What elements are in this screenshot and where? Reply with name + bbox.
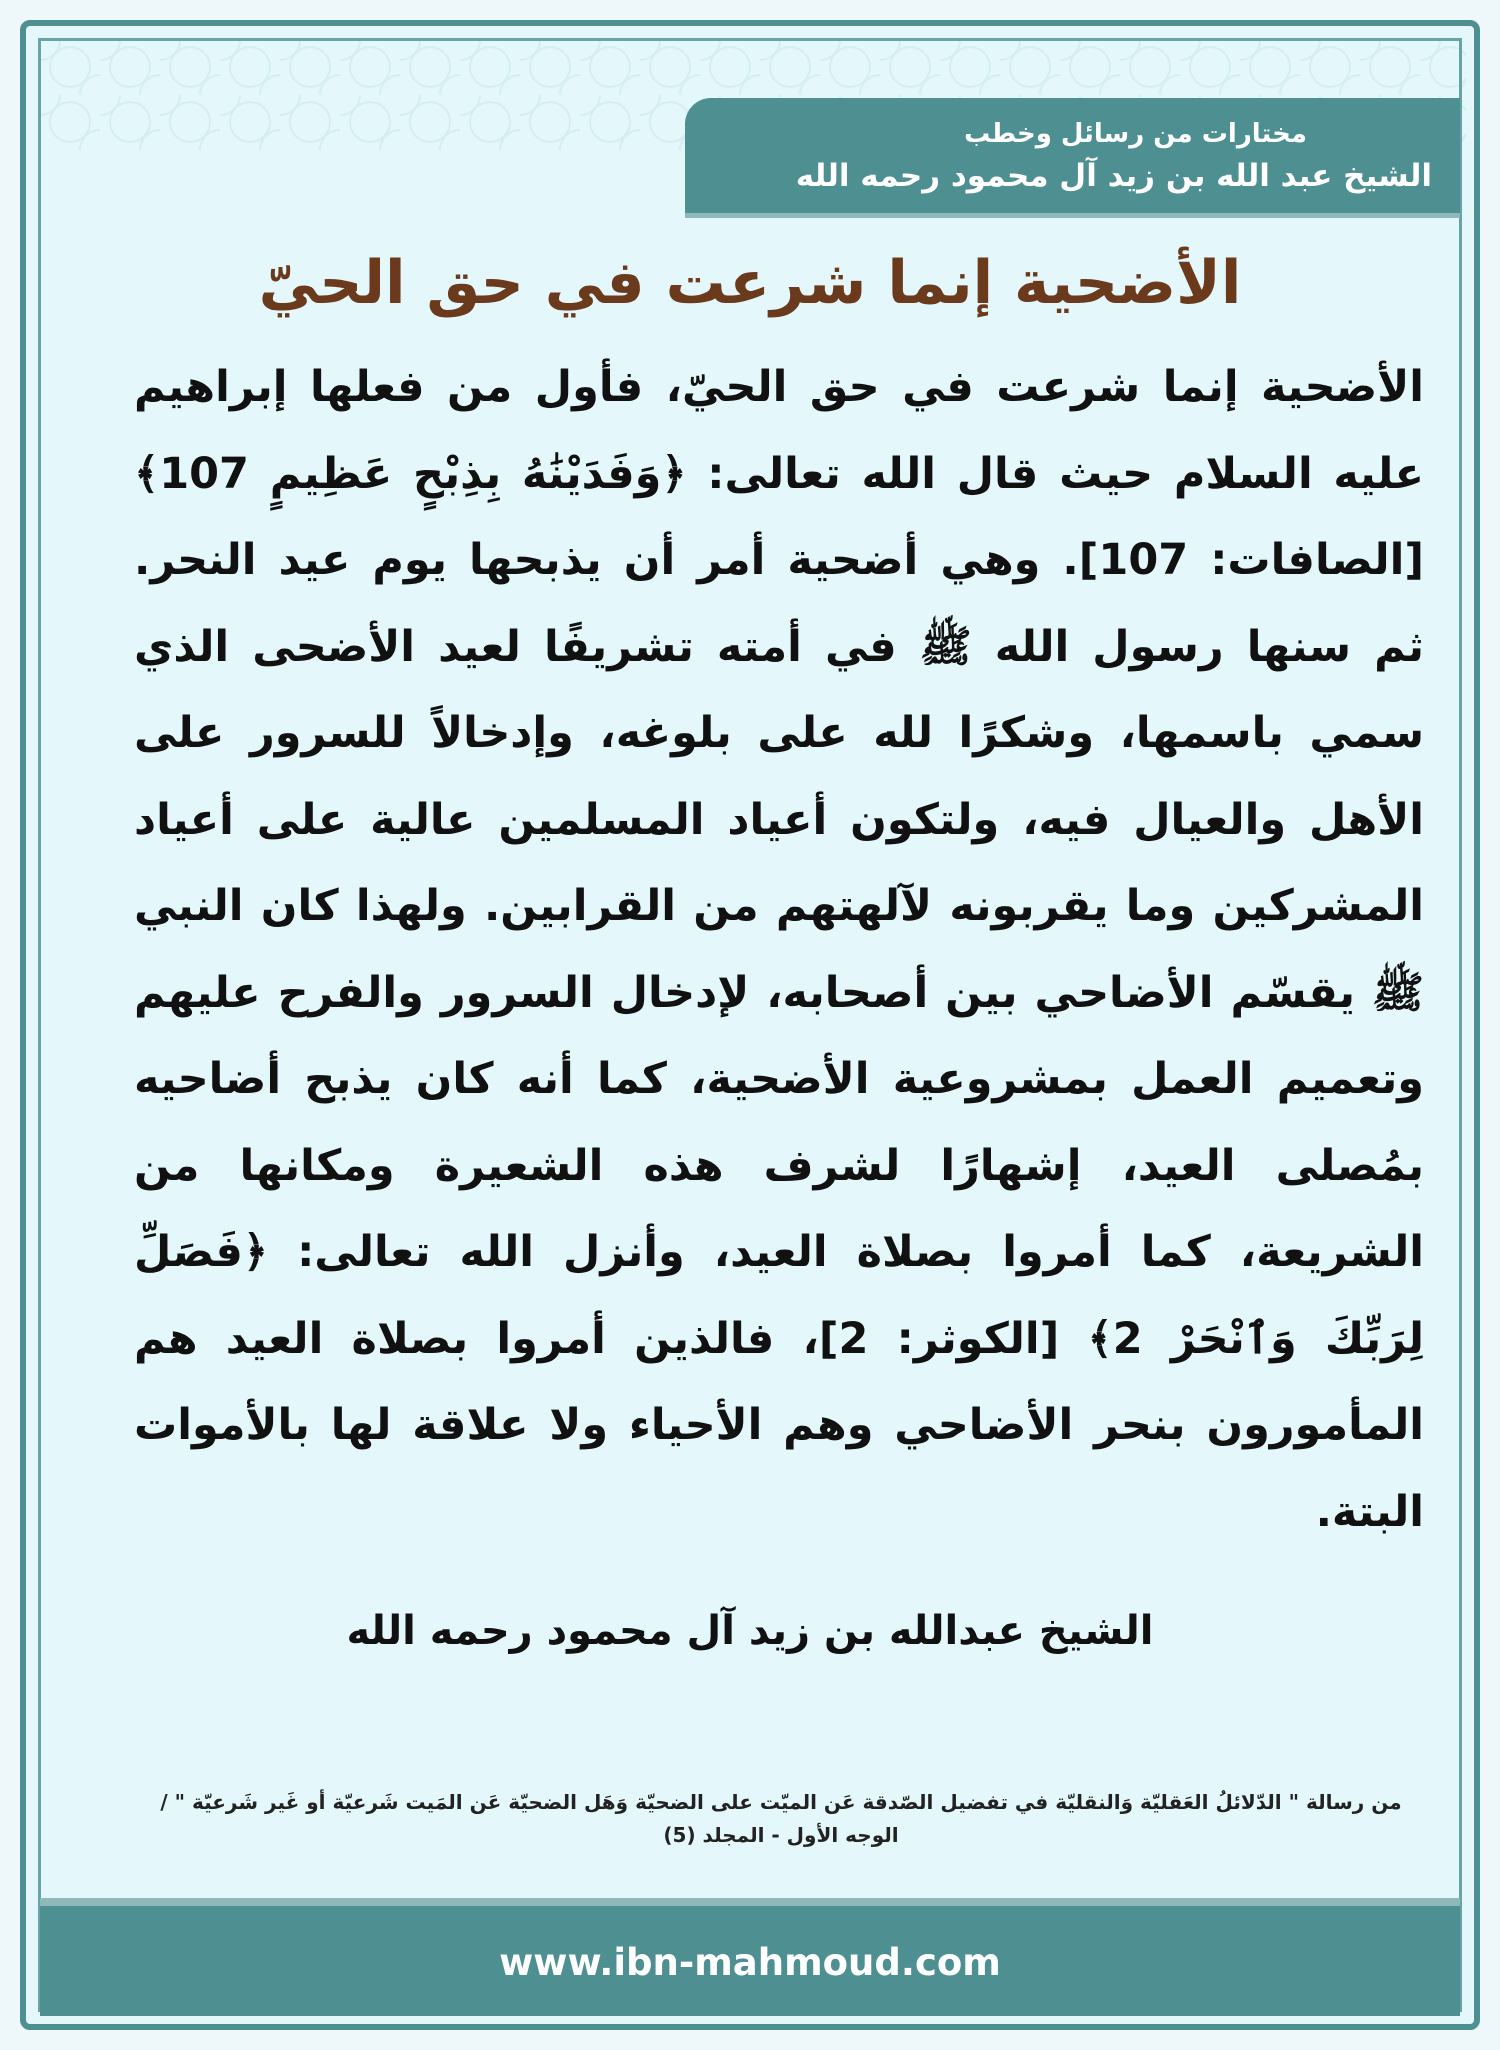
footer-bar bbox=[40, 1906, 1460, 2016]
article-body: الأضحية إنما شرعت في حق الحيّ، فأول من فعلها إبراهيم عليه السلام حيث قال الله تعالى: ﴿وَفَدَيْنَٰهُ بِذِبْحٍ عَظِيمٍ 107﴾ [الصافات: 107]. وهي أضحية أمر أن يذبحها يوم عيد النحر. ثم سنها رسول الله ﷺ في أمته تشريفًا لعيد الأضحى الذي سمي باسمها، وشكرًا لله على بلوغه، وإدخالاً للسرور على الأهل والعيال فيه، ولتكون أعياد المسلمين عالية على أعياد المشركين وما يقربونه لآلهتهم من القرابين. ولهذا كان النبي ﷺ يقسّم الأضاحي بين أصحابه، لإدخال السرور والفرح عليهم وتعميم العمل بمشروعية الأضحية، كما أنه كان يذبح أضاحيه بمُصلى العيد، إشهارًا لشرف هذه الشعيرة ومكانها من الشريعة، كما أمروا بصلاة العيد، وأنزل الله تعالى: ﴿فَصَلِّ لِرَبِّكَ وَٱنْحَرْ 2﴾ [الكوثر: 2]، فالذين أمروا بصلاة العيد هم المأمورون بنحر الأضاحي وهم الأحياء ولا علاقة لها بالأموات البتة. bbox=[134, 362, 1424, 1537]
author-signature: الشيخ عبدالله بن زيد آل محمود رحمه الله bbox=[346, 1608, 1154, 1654]
footer-divider bbox=[40, 1898, 1460, 1906]
header-author: الشيخ عبد الله بن زيد آل محمود رحمه الله bbox=[795, 158, 1432, 194]
page-frame bbox=[20, 20, 1480, 2030]
header-subtitle: مختارات من رسائل وخطب bbox=[964, 119, 1307, 149]
header-banner bbox=[685, 98, 1460, 218]
source-citation: من رسالة " الدّلائلُ العَقليّة وَالنقليّة في تفضيل الصّدقة عَن الميّت على الضحيّة وَهَل الضحيّة عَن المَيت شَرعيّة أو غَير شَرعيّة " / الوجه الأول - المجلد (5) bbox=[160, 1790, 1402, 1847]
page-title: الأضحية إنما شرعت في حق الحيّ bbox=[258, 248, 1242, 318]
website-link[interactable]: www.ibn-mahmoud.com bbox=[499, 1941, 1001, 1984]
